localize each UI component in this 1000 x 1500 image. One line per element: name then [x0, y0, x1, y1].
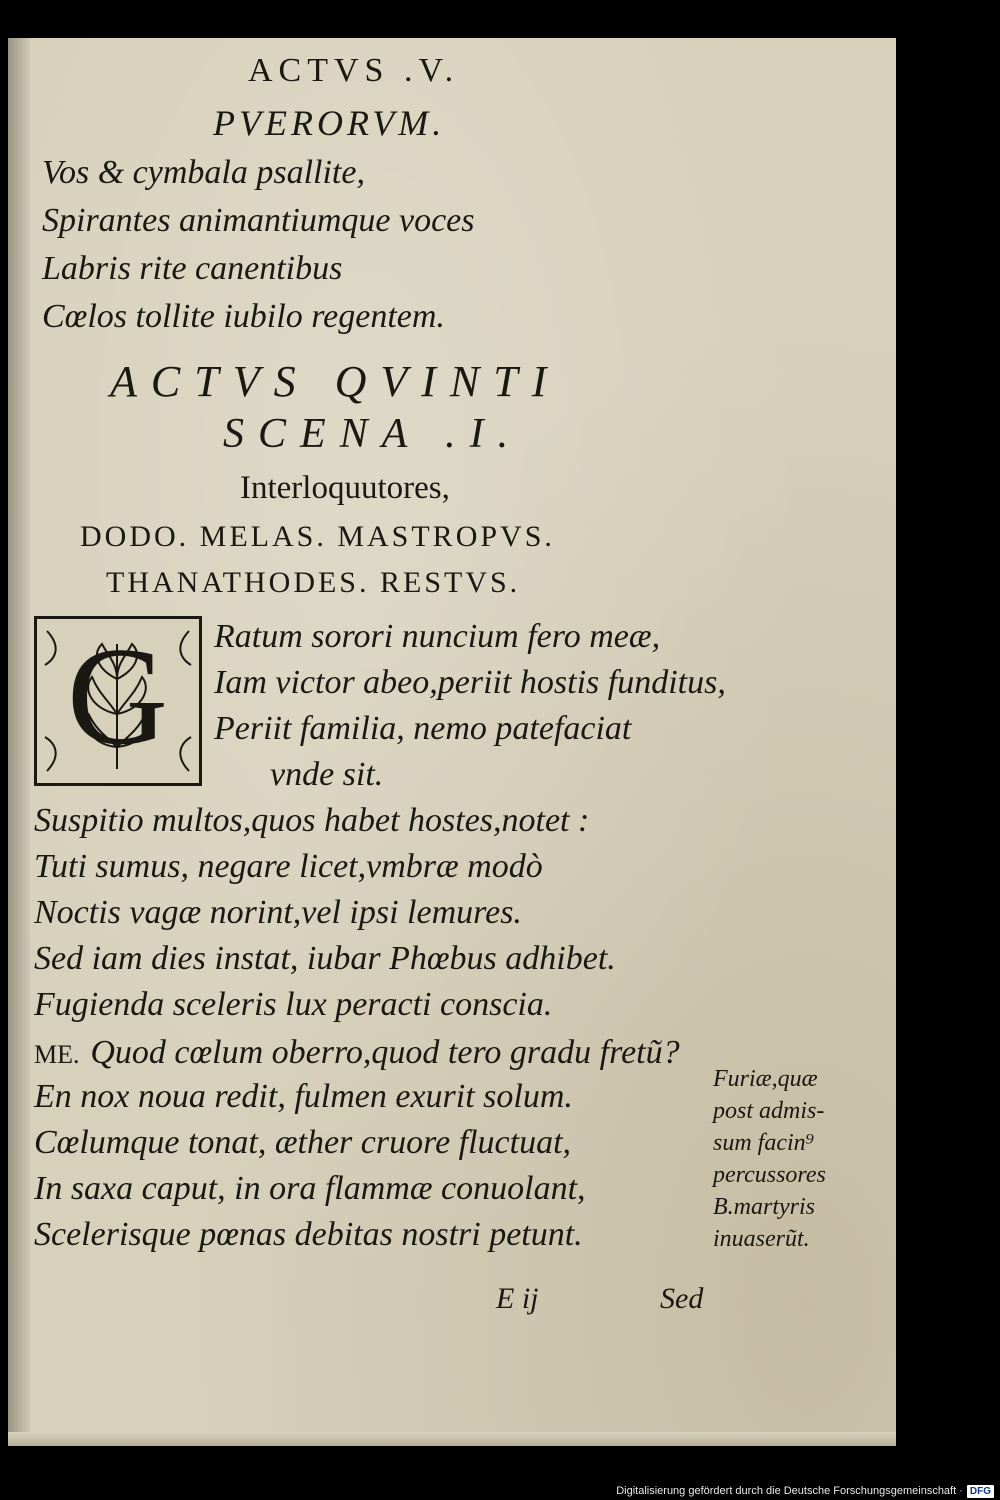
speech-line: Noctis vagæ norint,vel ipsi lemures. — [34, 894, 522, 931]
page-gutter-edge — [8, 38, 30, 1446]
cast-list-line: DODO. MELAS. MASTROPVS. — [80, 520, 555, 553]
interlocutors-heading: Interloquutores, — [240, 470, 450, 506]
act-title: ACTVS QVINTI — [110, 357, 561, 406]
chorus-line: Spirantes animantiumque voces — [42, 202, 475, 239]
speech-line: Periit familia, nemo patefaciat — [214, 710, 632, 747]
marginal-note-line: inuaserũt. — [713, 1226, 810, 1252]
catchword: Sed — [660, 1282, 704, 1315]
signature-mark: E ij — [496, 1282, 539, 1315]
speech-line: vnde sit. — [270, 756, 384, 793]
speech-line: Sed iam dies instat, iubar Phœbus adhibet. — [34, 940, 616, 977]
decorated-initial — [34, 616, 202, 786]
speech-line: Quod cœlum oberro,quod tero gradu fretũ? — [90, 1034, 680, 1071]
melas-speech-first-line — [34, 1032, 680, 1072]
marginal-note-line: percussores — [713, 1162, 826, 1188]
speech-line: Fugienda sceleris lux peracti conscia. — [34, 986, 553, 1023]
speech-line: Scelerisque pœnas debitas nostri petunt. — [34, 1216, 583, 1253]
speech-line: Suspitio multos,quos habet hostes,notet : — [34, 802, 590, 839]
dfg-logo: DFG — [967, 1485, 994, 1498]
cast-list-line: THANATHODES. RESTVS. — [106, 566, 521, 599]
footer-text: Digitalisierung gefördert durch die Deutsche Forschungsgemeinschaft · — [616, 1485, 963, 1497]
speech-line: En nox noua redit, fulmen exurit solum. — [34, 1078, 573, 1115]
scene-title: SCENA .I. — [223, 411, 523, 457]
speech-line: Ratum sorori nuncium fero meæ, — [214, 618, 661, 655]
marginal-note-line: post admis- — [713, 1098, 825, 1124]
marginal-note-line: B.martyris — [713, 1194, 815, 1220]
page-bottom-edge — [8, 1432, 896, 1446]
speech-line: Tuti sumus, negare licet,vmbræ modò — [34, 848, 543, 885]
book-page — [8, 38, 896, 1446]
speaker-label: ME. — [34, 1040, 80, 1069]
chorus-line: Labris rite canentibus — [42, 250, 343, 287]
chorus-line: Vos & cymbala psallite, — [42, 154, 365, 191]
chorus-title: PVERORVM. — [213, 103, 446, 143]
speech-line: In saxa caput, in ora flammæ conuolant, — [34, 1170, 586, 1207]
speech-line: Iam victor abeo,periit hostis funditus, — [214, 664, 726, 701]
speech-line: Cœlumque tonat, æther cruore fluctuat, — [34, 1124, 572, 1161]
running-head: ACTVS .V. — [248, 52, 460, 89]
marginal-note-line: sum facin⁹ — [713, 1130, 815, 1156]
marginal-note-line: Furiæ,quæ — [713, 1066, 818, 1092]
initial-letter: G — [67, 619, 169, 774]
chorus-line: Cœlos tollite iubilo regentem. — [42, 298, 445, 335]
digitization-footer — [616, 1482, 994, 1500]
